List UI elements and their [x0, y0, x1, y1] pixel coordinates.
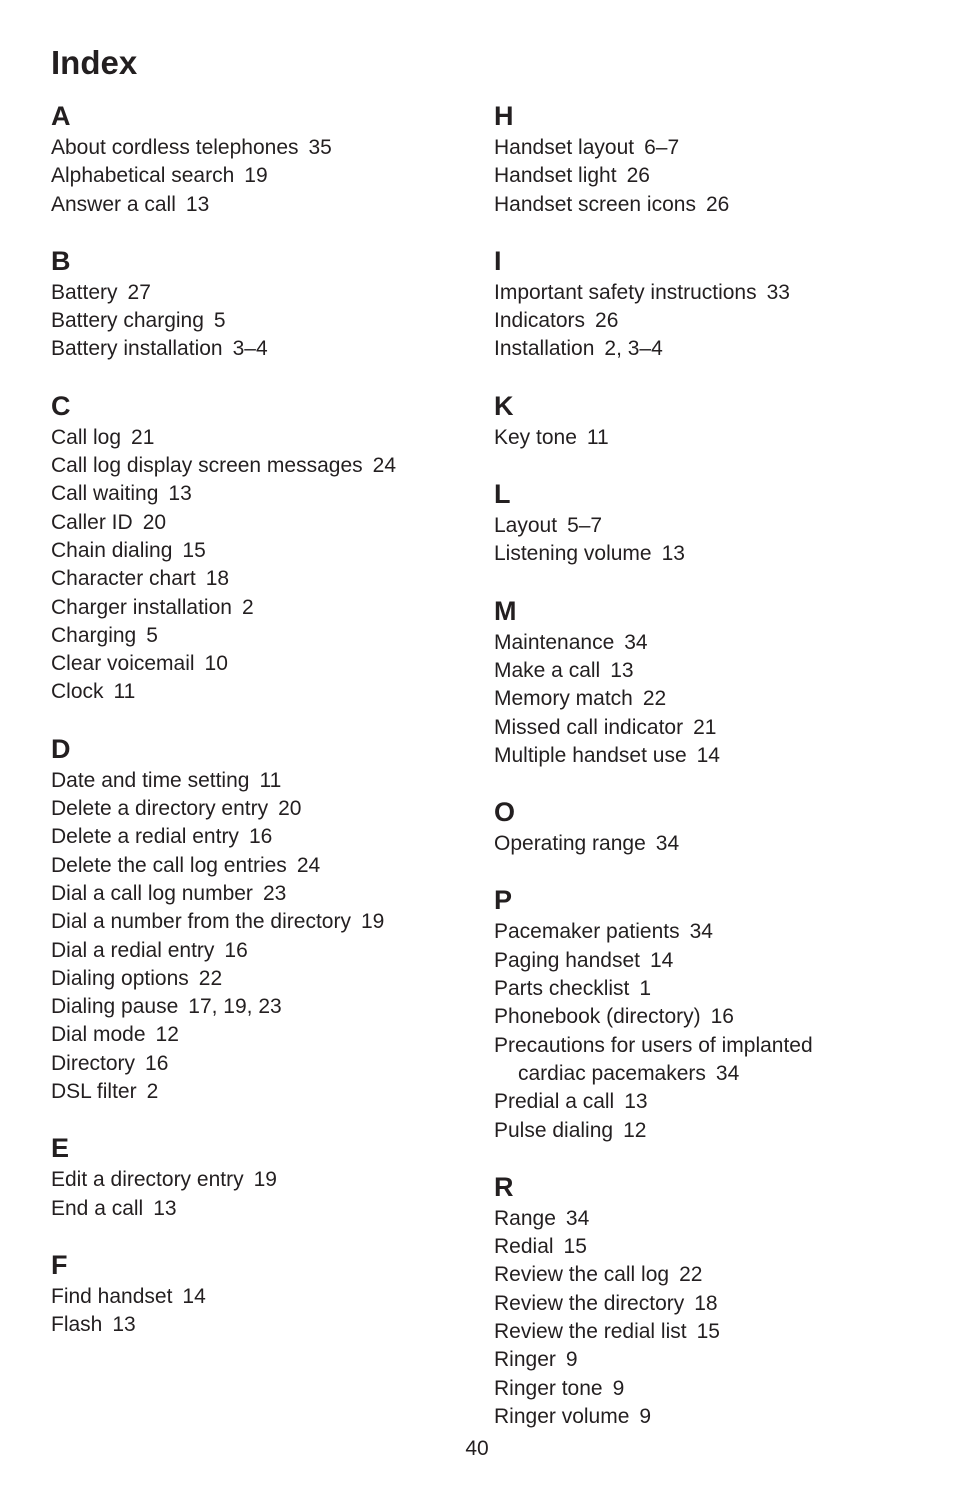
index-entry	[51, 162, 471, 190]
index-page-ref: 5	[213, 309, 226, 333]
section-letter: O	[494, 797, 516, 828]
index-column-right	[494, 101, 914, 1458]
index-entry	[494, 975, 914, 1003]
index-term: Multiple handset use	[494, 743, 687, 767]
index-page-ref: 20	[278, 797, 302, 821]
index-term: Listening volume	[494, 542, 652, 566]
index-page-ref: 13	[610, 658, 634, 682]
index-entry	[51, 908, 471, 936]
index-page-ref: 24	[296, 853, 321, 877]
index-entry	[51, 852, 471, 880]
index-section-i	[494, 246, 914, 364]
index-page-ref: 34	[624, 630, 648, 654]
index-page-ref: 18	[205, 567, 230, 591]
index-entry	[51, 191, 471, 219]
index-term: Date and time setting	[51, 768, 250, 792]
index-entry	[494, 657, 914, 685]
index-entry	[494, 162, 914, 190]
index-term: Indicators	[494, 309, 586, 333]
index-term: Important safety instructions	[494, 280, 757, 304]
index-section-p	[494, 885, 914, 1144]
index-page-ref: 14	[696, 743, 720, 767]
section-letter: B	[51, 245, 71, 276]
index-entry	[51, 565, 471, 593]
index-page-ref: 15	[182, 538, 206, 562]
index-page-ref: 17, 19, 23	[188, 995, 282, 1019]
index-page-ref: 34	[689, 920, 713, 944]
index-term: Call log display screen messages	[51, 454, 363, 478]
index-entry	[494, 1318, 914, 1346]
index-page-ref: 13	[112, 1313, 136, 1337]
index-page-ref: 21	[693, 715, 717, 739]
index-page-ref: 26	[705, 192, 730, 216]
index-term: Operating range	[494, 832, 646, 856]
index-entry	[51, 1078, 471, 1106]
index-entry	[494, 335, 914, 363]
index-page-ref: 21	[131, 425, 155, 449]
index-term: Clock	[51, 680, 104, 704]
index-term: Dial a redial entry	[51, 938, 215, 962]
index-page-ref: 16	[710, 1005, 734, 1029]
index-entry	[51, 823, 471, 851]
index-term: Make a call	[494, 658, 601, 682]
index-term: Review the redial list	[494, 1320, 687, 1344]
index-page-ref: 13	[153, 1196, 177, 1220]
index-term: Battery charging	[51, 309, 204, 333]
index-entry	[494, 191, 914, 219]
index-page-ref: 5–7	[567, 514, 603, 538]
index-entry	[51, 1195, 471, 1223]
index-column-left	[51, 101, 471, 1367]
index-entry	[51, 1166, 471, 1194]
index-entry	[51, 678, 471, 706]
index-entry	[494, 307, 914, 335]
index-page-ref: 5	[146, 623, 158, 647]
index-page-ref: 20	[142, 510, 167, 534]
index-term: Review the directory	[494, 1291, 685, 1315]
index-entry	[494, 1261, 914, 1289]
index-term: Find handset	[51, 1284, 173, 1308]
index-entry	[494, 540, 914, 568]
index-entry	[494, 947, 914, 975]
index-entry	[494, 830, 914, 858]
index-entry	[51, 650, 471, 678]
index-page-ref: 13	[185, 192, 210, 216]
index-section-e	[51, 1133, 471, 1223]
index-page-ref: 11	[586, 425, 609, 449]
index-page-ref: 26	[595, 309, 619, 333]
index-term: Review the call log	[494, 1263, 670, 1287]
index-entry	[51, 279, 471, 307]
index-section-m	[494, 596, 914, 770]
index-term: Redial	[494, 1235, 554, 1259]
index-term: Answer a call	[51, 192, 176, 216]
index-entry	[494, 742, 914, 770]
index-page-ref: 33	[766, 280, 790, 304]
index-entry	[51, 795, 471, 823]
index-page-ref: 2, 3–4	[604, 337, 663, 361]
index-entry	[494, 424, 914, 452]
index-page-ref: 2	[146, 1080, 159, 1104]
index-term: DSL filter	[51, 1080, 137, 1104]
index-page-ref: 14	[649, 948, 674, 972]
index-page-ref: 15	[696, 1320, 720, 1344]
section-letter: H	[494, 101, 514, 131]
index-term: Pulse dialing	[494, 1118, 614, 1142]
index-term: Delete the call log entries	[51, 853, 287, 877]
index-term: Range	[494, 1206, 556, 1230]
index-page-ref: 9	[639, 1404, 652, 1428]
index-term: Installation	[494, 337, 595, 361]
index-section-o	[494, 797, 914, 858]
index-page-ref: 16	[224, 938, 248, 962]
section-letter: C	[51, 390, 71, 421]
index-term: Ringer	[494, 1348, 556, 1372]
index-term: Missed call indicator	[494, 715, 684, 739]
index-entry	[494, 1290, 914, 1318]
index-term: Delete a directory entry	[51, 797, 269, 821]
index-entry	[51, 594, 471, 622]
index-page-ref: 10	[204, 652, 228, 676]
index-term: Pacemaker patients	[494, 920, 680, 944]
index-section-a	[51, 101, 471, 219]
index-term: Handset screen icons	[494, 192, 696, 216]
index-entry	[51, 480, 471, 508]
index-entry	[51, 880, 471, 908]
index-term: Memory match	[494, 687, 633, 711]
index-term: Alphabetical search	[51, 164, 235, 188]
index-page-ref: 3–4	[232, 337, 268, 361]
index-page-ref: 19	[253, 1168, 277, 1192]
index-term: Dial a call log number	[51, 881, 253, 905]
section-letter: D	[51, 733, 71, 764]
section-letter: K	[494, 390, 514, 421]
index-term: Edit a directory entry	[51, 1168, 244, 1192]
index-term: Charger installation	[51, 595, 232, 619]
index-term: Flash	[51, 1313, 103, 1337]
index-page-ref: 23	[262, 881, 287, 905]
index-term: Battery installation	[51, 337, 223, 361]
index-page-ref: 26	[626, 164, 650, 188]
index-term: Dial mode	[51, 1023, 146, 1047]
index-page-ref: 9	[612, 1376, 625, 1400]
index-term: Precautions for users of implanted cardiac pacemakers	[494, 1033, 813, 1085]
index-page-ref: 22	[679, 1263, 703, 1287]
index-section-c	[51, 391, 471, 707]
index-entry	[51, 993, 471, 1021]
index-term: Chain dialing	[51, 538, 173, 562]
index-term: Phonebook (directory)	[494, 1005, 701, 1029]
index-term: About cordless telephones	[51, 136, 299, 159]
index-entry	[51, 1283, 471, 1311]
section-letter: I	[494, 245, 502, 276]
index-entry	[494, 512, 914, 540]
section-letter: R	[494, 1171, 514, 1202]
index-entry	[51, 452, 471, 480]
index-page-ref: 19	[244, 164, 268, 188]
index-term: Dialing options	[51, 966, 189, 990]
index-page-ref: 11	[259, 768, 282, 792]
index-page-ref: 13	[624, 1090, 648, 1114]
section-letter: M	[494, 595, 517, 626]
index-page-ref: 34	[655, 832, 680, 856]
index-entry	[51, 335, 471, 363]
index-entry	[51, 937, 471, 965]
index-page-ref: 9	[565, 1348, 578, 1372]
index-entry	[494, 1205, 914, 1233]
section-letter: L	[494, 479, 511, 510]
index-entry	[51, 424, 471, 452]
index-page-ref: 13	[661, 542, 685, 566]
page-number: 40	[465, 1437, 489, 1460]
index-term: Dial a number from the directory	[51, 910, 351, 934]
index-entry	[494, 1088, 914, 1116]
index-page-ref: 6–7	[644, 136, 680, 159]
index-term: Maintenance	[494, 630, 615, 654]
index-page-ref: 34	[565, 1206, 590, 1230]
index-term: Character chart	[51, 567, 196, 591]
index-term: Key tone	[494, 425, 577, 449]
index-term: Parts checklist	[494, 977, 630, 1001]
index-page-ref: 35	[308, 136, 332, 159]
index-page-ref: 34	[715, 1061, 740, 1085]
index-section-l	[494, 479, 914, 569]
index-entry	[51, 965, 471, 993]
index-page-ref: 19	[360, 910, 385, 934]
section-letter: A	[51, 101, 71, 131]
index-entry	[494, 629, 914, 657]
section-letter: F	[51, 1249, 68, 1280]
index-term: Paging handset	[494, 948, 640, 972]
index-entry	[51, 509, 471, 537]
index-page-ref: 12	[155, 1023, 179, 1047]
index-entry	[494, 1403, 914, 1431]
index-page-ref: 1	[639, 977, 652, 1001]
index-entry	[494, 685, 914, 713]
index-entry	[494, 1233, 914, 1261]
index-term: Battery	[51, 280, 118, 304]
index-term: Charging	[51, 623, 137, 647]
index-entry	[494, 918, 914, 946]
index-page-ref: 22	[642, 687, 667, 711]
index-entry	[494, 714, 914, 742]
index-entry	[51, 537, 471, 565]
index-term: Dialing pause	[51, 995, 179, 1019]
index-entry	[51, 767, 471, 795]
index-term: Delete a redial entry	[51, 825, 239, 849]
index-term: Layout	[494, 514, 558, 538]
index-section-k	[494, 391, 914, 452]
index-page-ref: 16	[145, 1051, 169, 1075]
index-term: Call waiting	[51, 482, 159, 506]
index-page-ref: 24	[372, 454, 397, 478]
index-term: Predial a call	[494, 1090, 615, 1114]
index-entry	[494, 134, 914, 162]
section-letter: P	[494, 885, 513, 916]
index-entry	[51, 134, 471, 162]
index-term: Call log	[51, 425, 122, 449]
index-entry	[51, 1021, 471, 1049]
index-term: Ringer volume	[494, 1404, 630, 1428]
index-entry	[51, 307, 471, 335]
index-section-b	[51, 246, 471, 364]
index-entry	[494, 1346, 914, 1374]
index-section-h	[494, 101, 914, 219]
index-entry	[51, 1050, 471, 1078]
index-term: Clear voicemail	[51, 652, 195, 676]
index-entry	[494, 1117, 914, 1145]
index-page-ref: 27	[127, 280, 151, 304]
index-term: Caller ID	[51, 510, 133, 534]
index-term: Directory	[51, 1051, 136, 1075]
index-entry	[494, 1003, 914, 1031]
index-section-f	[51, 1250, 471, 1340]
section-letter: E	[51, 1133, 70, 1164]
index-entry	[51, 622, 471, 650]
index-entry	[494, 1032, 878, 1089]
index-term: Handset light	[494, 164, 617, 188]
index-section-r	[494, 1172, 914, 1431]
page-title: Index	[51, 44, 138, 81]
index-page-ref: 18	[694, 1291, 718, 1315]
index-page-ref: 11	[113, 680, 136, 704]
index-page-ref: 12	[623, 1118, 647, 1142]
index-page-ref: 22	[198, 966, 223, 990]
index-term: Handset layout	[494, 136, 635, 159]
index-term: Ringer tone	[494, 1376, 603, 1400]
index-page-ref: 15	[563, 1235, 587, 1259]
index-term: End a call	[51, 1196, 144, 1220]
index-section-d	[51, 734, 471, 1107]
index-page-ref: 2	[241, 595, 254, 619]
index-page-ref: 16	[248, 825, 273, 849]
index-page-ref: 14	[182, 1284, 206, 1308]
index-entry	[51, 1311, 471, 1339]
index-entry	[494, 279, 914, 307]
index-entry	[494, 1375, 914, 1403]
index-page-ref: 13	[168, 482, 192, 506]
